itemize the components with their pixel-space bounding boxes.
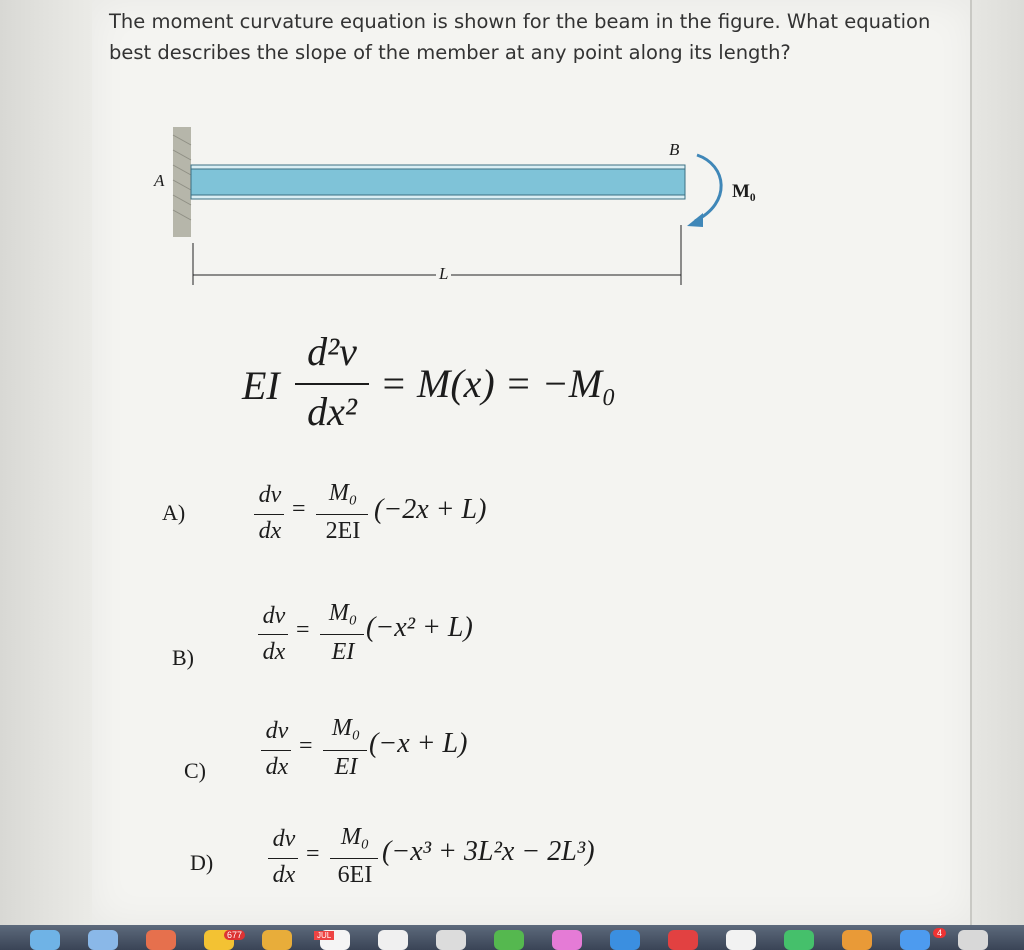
screen-bezel-left bbox=[0, 0, 92, 950]
option-d-dv: dv bbox=[272, 826, 296, 852]
dock-app-icon[interactable] bbox=[900, 930, 930, 950]
option-c-m0: M₀ bbox=[331, 715, 361, 741]
option-a-m0: M₀ bbox=[328, 480, 358, 506]
option-b-dx: dx bbox=[262, 639, 286, 665]
dock-app-icon[interactable] bbox=[610, 930, 640, 950]
option-c-letter: C) bbox=[184, 758, 206, 783]
option-b-m0: M₀ bbox=[328, 600, 358, 626]
option-c-dx: dx bbox=[265, 754, 289, 780]
label-l: L bbox=[436, 264, 451, 284]
dock-app-icon[interactable] bbox=[668, 930, 698, 950]
option-a-dx: dx bbox=[258, 518, 282, 544]
dock-app-icon[interactable] bbox=[436, 930, 466, 950]
dock-app-icon[interactable] bbox=[552, 930, 582, 950]
dock-app-icon[interactable] bbox=[378, 930, 408, 950]
main-eq-rhs: = M(x) = −M₀ bbox=[380, 361, 616, 406]
moment-label: M₀ bbox=[732, 181, 756, 202]
option-b-letter: B) bbox=[172, 645, 194, 670]
dock-app-icon[interactable] bbox=[726, 930, 756, 950]
dock-app-icon[interactable] bbox=[88, 930, 118, 950]
dock-app-icon[interactable] bbox=[30, 930, 60, 950]
option-a-letter: A) bbox=[162, 500, 186, 525]
question-text: The moment curvature equation is shown for the beam in the figure. What equation best describes the slope of the member at any point along its length? bbox=[109, 10, 931, 64]
main-eq-lhs: EI bbox=[242, 363, 280, 408]
dock-app-icon[interactable] bbox=[784, 930, 814, 950]
dock-badge-mail: 677 bbox=[224, 930, 245, 940]
option-a-tail: (−2x + L) bbox=[374, 494, 487, 525]
option-c-tail: (−x + L) bbox=[369, 728, 468, 759]
option-d-letter: D) bbox=[190, 850, 214, 875]
dock-badge-calendar: JUL bbox=[314, 931, 334, 940]
label-b: B bbox=[669, 140, 680, 159]
moment-arrow bbox=[695, 155, 721, 221]
option-d-tail: (−x³ + 3L²x − 2L³) bbox=[382, 836, 595, 867]
document-page: The moment curvature equation is shown for the beam in the figure. What equation best describes the slope of the member at any point along its length? A B L M₀ EI d²v dx² = M(x) = −M₀ A) dv dx = M₀ 2EI (−2x + L) B) dv dx = M₀ EI (−x² + L) C) dv dx = M₀ EI (−x + L) D) dv dx = M₀ 6EI (−x³ + 3L²x − 2L³) bbox=[92, 0, 972, 925]
option-b-ei: EI bbox=[331, 639, 355, 665]
beam-body bbox=[191, 167, 685, 197]
main-eq-bar bbox=[295, 383, 369, 385]
option-c-dv: dv bbox=[265, 718, 289, 744]
dock-app-icon[interactable] bbox=[146, 930, 176, 950]
main-eq-numerator: d²v bbox=[307, 329, 357, 374]
screen-bezel-right bbox=[964, 0, 1024, 950]
dock-app-icon[interactable] bbox=[842, 930, 872, 950]
dock-badge-appstore: 4 bbox=[933, 928, 946, 938]
dock-app-icon[interactable] bbox=[494, 930, 524, 950]
dock-app-icon[interactable] bbox=[958, 930, 988, 950]
option-d-ei: 6EI bbox=[337, 862, 373, 888]
option-d-dx: dx bbox=[272, 862, 296, 888]
option-c-ei: EI bbox=[334, 754, 358, 780]
option-b-tail: (−x² + L) bbox=[366, 612, 473, 643]
option-d-m0: M₀ bbox=[340, 824, 370, 850]
label-a: A bbox=[154, 171, 165, 190]
dock-app-icon[interactable] bbox=[262, 930, 292, 950]
option-a-ei: 2EI bbox=[325, 518, 361, 544]
option-b-dv: dv bbox=[262, 603, 286, 629]
page-edge bbox=[970, 0, 972, 925]
option-a-dv: dv bbox=[258, 482, 282, 508]
beam-figure bbox=[147, 125, 787, 300]
main-eq-denominator: dx² bbox=[307, 389, 357, 434]
